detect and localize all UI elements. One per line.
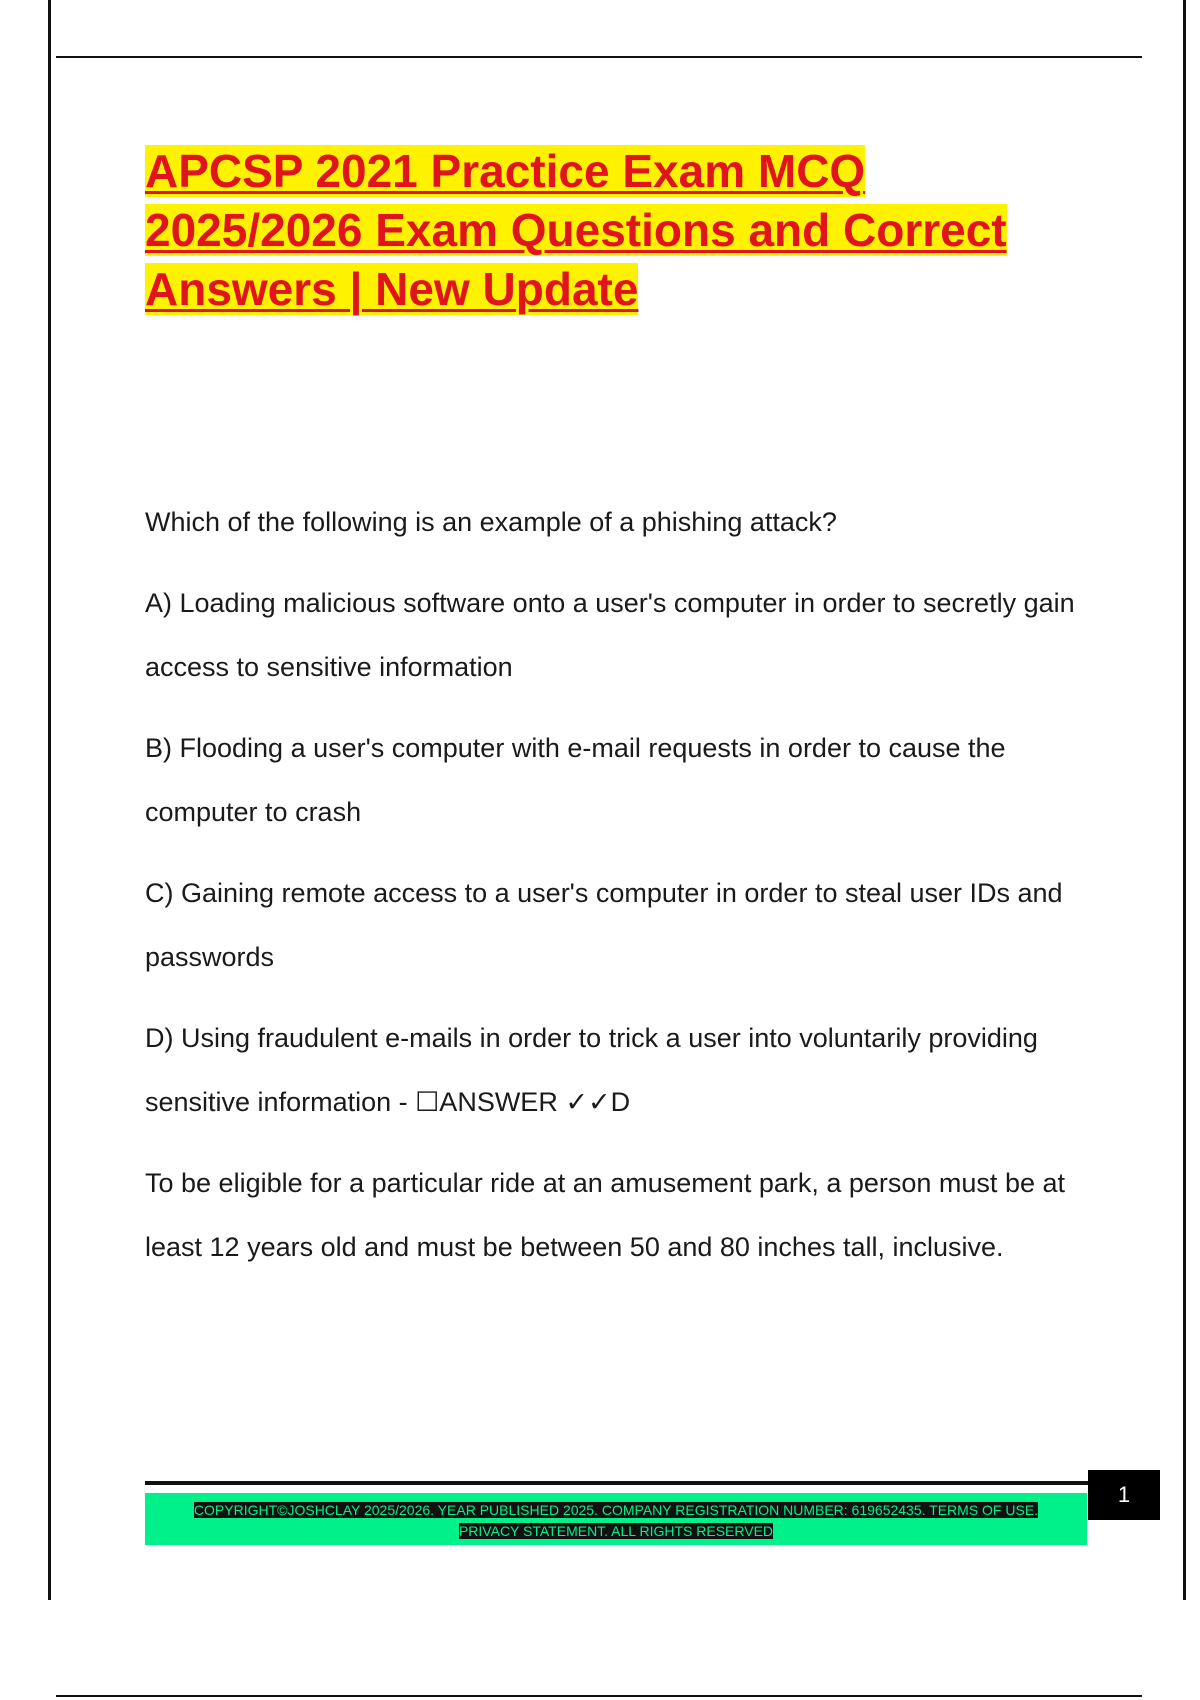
page-number: 1: [1088, 1470, 1160, 1520]
question-1-option-d-answer: D) Using fraudulent e-mails in order to trick a user into voluntarily providing sensitive information - ☐ANSWER ✓✓D: [145, 1023, 1038, 1117]
document-body: [145, 490, 1095, 1296]
document-title: [145, 142, 1085, 319]
question-1-option-b: B) Flooding a user's computer with e-mail requests in order to cause the computer to crash: [145, 733, 1006, 827]
page-border-left: [48, 0, 51, 1600]
footer-rule: [145, 1481, 1090, 1485]
question-1-option-a: A) Loading malicious software onto a user's computer in order to secretly gain access to sensitive information: [145, 588, 1075, 682]
question-1-prompt: Which of the following is an example of a phishing attack?: [145, 507, 837, 537]
footer-copyright: [176, 1500, 1056, 1542]
document-title-text: APCSP 2021 Practice Exam MCQ 2025/2026 Exam Questions and Correct Answers | New Update: [145, 145, 1007, 315]
next-page-rule: [56, 1695, 1142, 1697]
header-rule: [56, 56, 1142, 58]
question-1-option-c: C) Gaining remote access to a user's computer in order to steal user IDs and passwords: [145, 878, 1063, 972]
page-border-right: [1183, 0, 1186, 1600]
footer-copyright-text: COPYRIGHT©JOSHCLAY 2025/2026. YEAR PUBLISHED 2025. COMPANY REGISTRATION NUMBER: 619652435. TERMS OF USE. PRIVACY STATEMENT. ALL RIGHTS RESERVED: [193, 1502, 1039, 1539]
question-2-prompt: To be eligible for a particular ride at an amusement park, a person must be at least 12 years old and must be between 50 and 80 inches tall, inclusive.: [145, 1168, 1065, 1262]
